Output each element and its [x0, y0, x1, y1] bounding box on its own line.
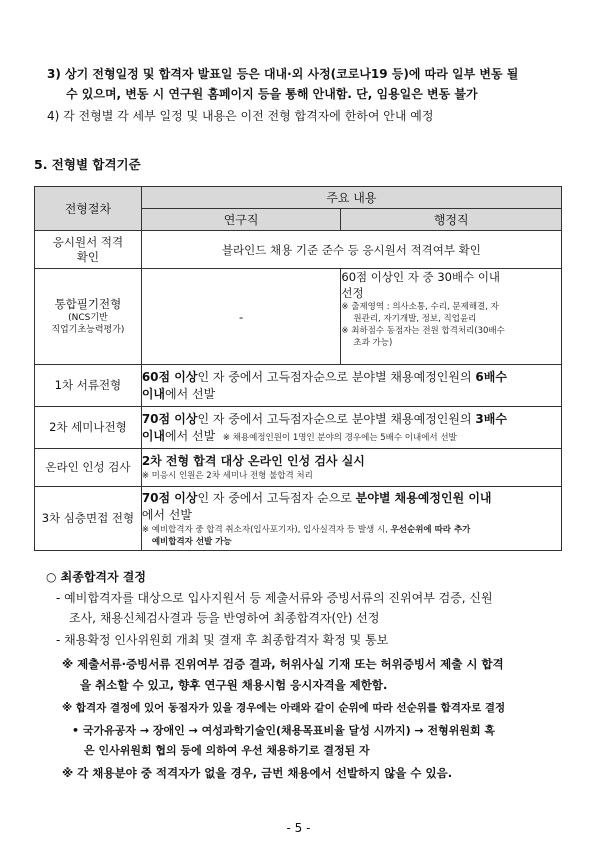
stage-seminar: 2차 세미나전형	[35, 407, 142, 449]
header-stage: 전형절차	[35, 187, 142, 231]
section-title: 5. 전형별 합격기준	[34, 157, 141, 172]
final-note3: ※ 각 채용분야 중 적격자가 없을 경우, 금번 채용에서 선발하지 않을 수 있음.	[62, 766, 453, 780]
final-bullet-line2: 은 인사위원회 협의 등에 의하여 우선 채용하기로 결정된 자	[84, 744, 370, 757]
note-item-3-line2: 수 있으며, 변동 시 연구원 홈페이지 등을 통해 안내함. 단, 임용일은 변동 불가	[66, 87, 478, 101]
final-note1-line2: 을 취소할 수 있고, 향후 연구원 채용시험 응시자격을 제한함.	[80, 678, 388, 692]
stage-online-personality: 온라인 인성 검사	[35, 449, 142, 487]
content-document-screening: 60점 이상인 자 중에서 고득점자순으로 분야별 채용예정인원의 6배수 이내에서 선발	[141, 365, 561, 407]
header-admin: 행정직	[341, 209, 562, 231]
page-number: - 5 -	[286, 821, 311, 835]
stage-interview: 3차 심층면접 전형	[35, 487, 142, 551]
stage-application-check: 응시원서 적격 확인	[35, 231, 142, 269]
content-application-check: 블라인드 채용 기준 준수 등 응시원서 적격여부 확인	[141, 231, 561, 269]
final-note2: ※ 합격자 결정에 있어 동점자가 있을 경우에는 아래와 같이 순위에 따라 선순위를 합격자로 결정	[62, 702, 506, 714]
header-main-content: 주요 내용	[141, 187, 561, 209]
note-item-4: 4) 각 전형별 각 세부 일정 및 내용은 이전 전형 합격자에 한하여 안내 예정	[47, 109, 434, 123]
final-dash1-line2: 조사, 채용신체검사결과 등을 반영하여 최종합격자(안) 선정	[69, 611, 380, 625]
stage-document-screening: 1차 서류전형	[35, 365, 142, 407]
note-item-3-line1: 3) 상기 전형일정 및 합격자 발표일 등은 대내·외 사정(코로나19 등)에 따라 일부 변동 될	[47, 67, 519, 81]
final-heading: ○ 최종합격자 결정	[46, 570, 146, 584]
final-dash2: - 채용확정 인사위원회 개최 및 결재 후 최종합격자 확정 및 통보	[56, 633, 389, 647]
content-written-admin: 60점 이상인 자 중 30배수 이내 선정 ※ 출제영역 : 의사소통, 수리, 문제해결, 자 원관리, 자기개발, 정보, 직업윤리 ※ 최하점수 동점자는 전원 합격처리(30배수 초과 가능)	[341, 269, 562, 365]
content-interview: 70점 이상인 자 중에서 고득점자 순으로 분야별 채용예정인원 이내 에서 선발 ※ 예비합격자 중 합격 취소자(입사포기자), 입사실격자 등 발생 시, 우선순위에 따라 추가 예비합격자 선발 가능	[141, 487, 561, 551]
content-seminar: 70점 이상인 자 중에서 고득점자순으로 분야별 채용예정인원의 3배수 이내에서 선발 ※ 채용예정인원이 1명인 분야의 경우에는 5배수 이내에서 선발	[141, 407, 561, 449]
final-note1-line1: ※ 제출서류·증빙서류 진위여부 검증 결과, 허위사실 기재 또는 허위증빙서 제출 시 합격	[62, 657, 504, 671]
final-dash1-line1: - 예비합격자를 대상으로 입사지원서 등 제출서류와 증빙서류의 진위여부 검증, 신원	[56, 591, 493, 605]
selection-criteria-table	[34, 186, 562, 551]
content-online-personality: 2차 전형 합격 대상 온라인 인성 검사 실시 ※ 미응시 인원은 2차 세미나 전형 불합격 처리	[141, 449, 561, 487]
final-bullet-line1: • 국가유공자 → 장애인 → 여성과학기술인(채용목표비율 달성 시까지) → 전형위원회 혹	[72, 724, 496, 737]
content-written-research: -	[141, 269, 341, 365]
header-research: 연구직	[141, 209, 341, 231]
stage-written-exam: 통합필기전형 (NCS기반 직업기초능력평가)	[35, 269, 142, 365]
